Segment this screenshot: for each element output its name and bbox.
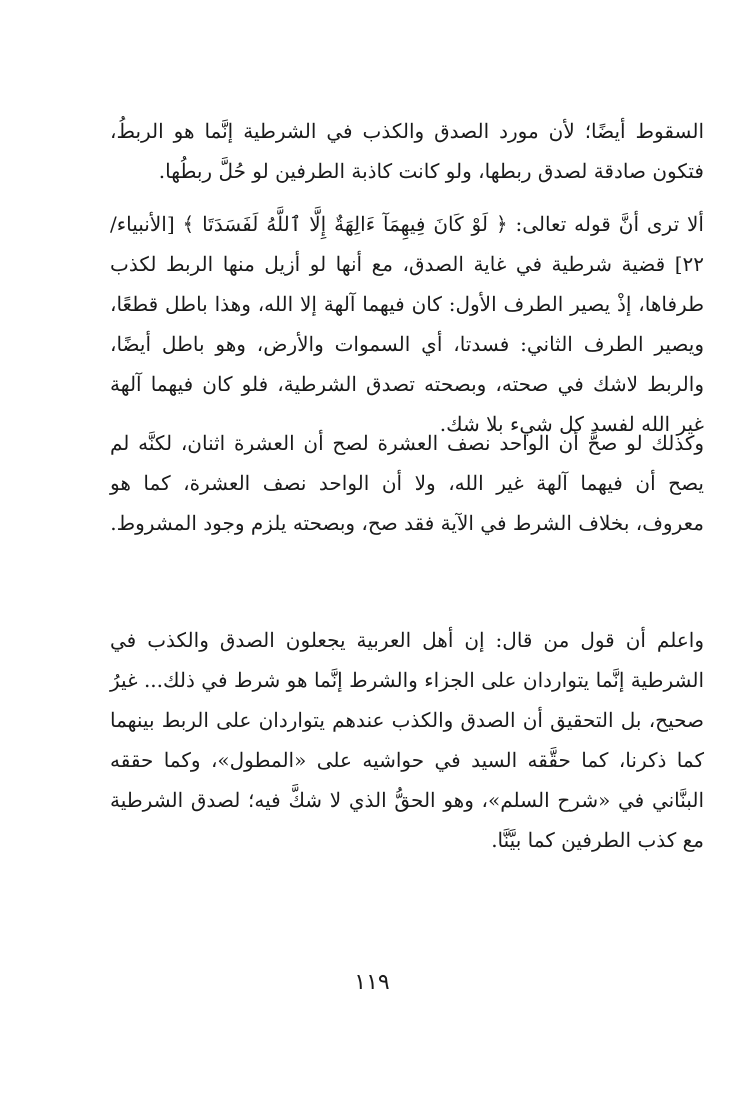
paragraph-4: واعلم أن قول من قال: إن أهل العربية يجعلون الصدق والكذب في الشرطية إنَّما يتواردان على الجزاء والشرط إنَّما هو شرط في ذلك... غيرُ صحيح، بل التحقيق أن الصدق والكذب عندهم يتواردان على الربط بينهما كما ذكرنا، كما حقَّقه السيد في حواشيه على «المطول»، وكما حققه البنَّاني في «شرح السلم»، وهو الحقُّ الذي لا شكَّ فيه؛ لصدق الشرطية مع كذب الطرفين كما بيَّنَّا.	[110, 628, 704, 852]
paragraph-3: وكذلك لو صحَّ أن الواحد نصف العشرة لصح أن العشرة اثنان، لكنَّه لم يصح أن فيهما آلهة غير الله، ولا أن الواحد نصف العشرة، كما هو معروف، بخلاف الشرط في الآية فقد صح، وبصحته يلزم وجود المشروط.	[110, 431, 704, 535]
paragraph-2: ألا ترى أنَّ قوله تعالى: ﴿ لَوْ كَانَ فِيهِمَآ ءَالِهَةٌ إِلَّا ٱللَّهُ لَفَسَدَتَا ﴾ [الأنبياء/ ٢٢] قضية شرطية في غاية الصدق، مع أنها لو أزيل منها الربط لكذب طرفاها، إذْ يصير الطرف الأول: كان فيهما آلهة إلا الله، وهذا باطل قطعًا، ويصير الطرف الثاني: فسدتا، أي السموات والأرض، وهو باطل أيضًا، والربط لاشك في صحته، وبصحته تصدق الشرطية، فلو كان فيهما آلهة غير الله لفسد كل شيء بلا شك.	[110, 212, 704, 436]
paragraph-1: السقوط أيضًا؛ لأن مورد الصدق والكذب في الشرطية إنَّما هو الربطُ، فتكون صادقة لصدق ربطها، ولو كانت كاذبة الطرفين لو حُلَّ ربطُها.	[110, 119, 704, 183]
page-number: ١١٩	[354, 970, 390, 995]
